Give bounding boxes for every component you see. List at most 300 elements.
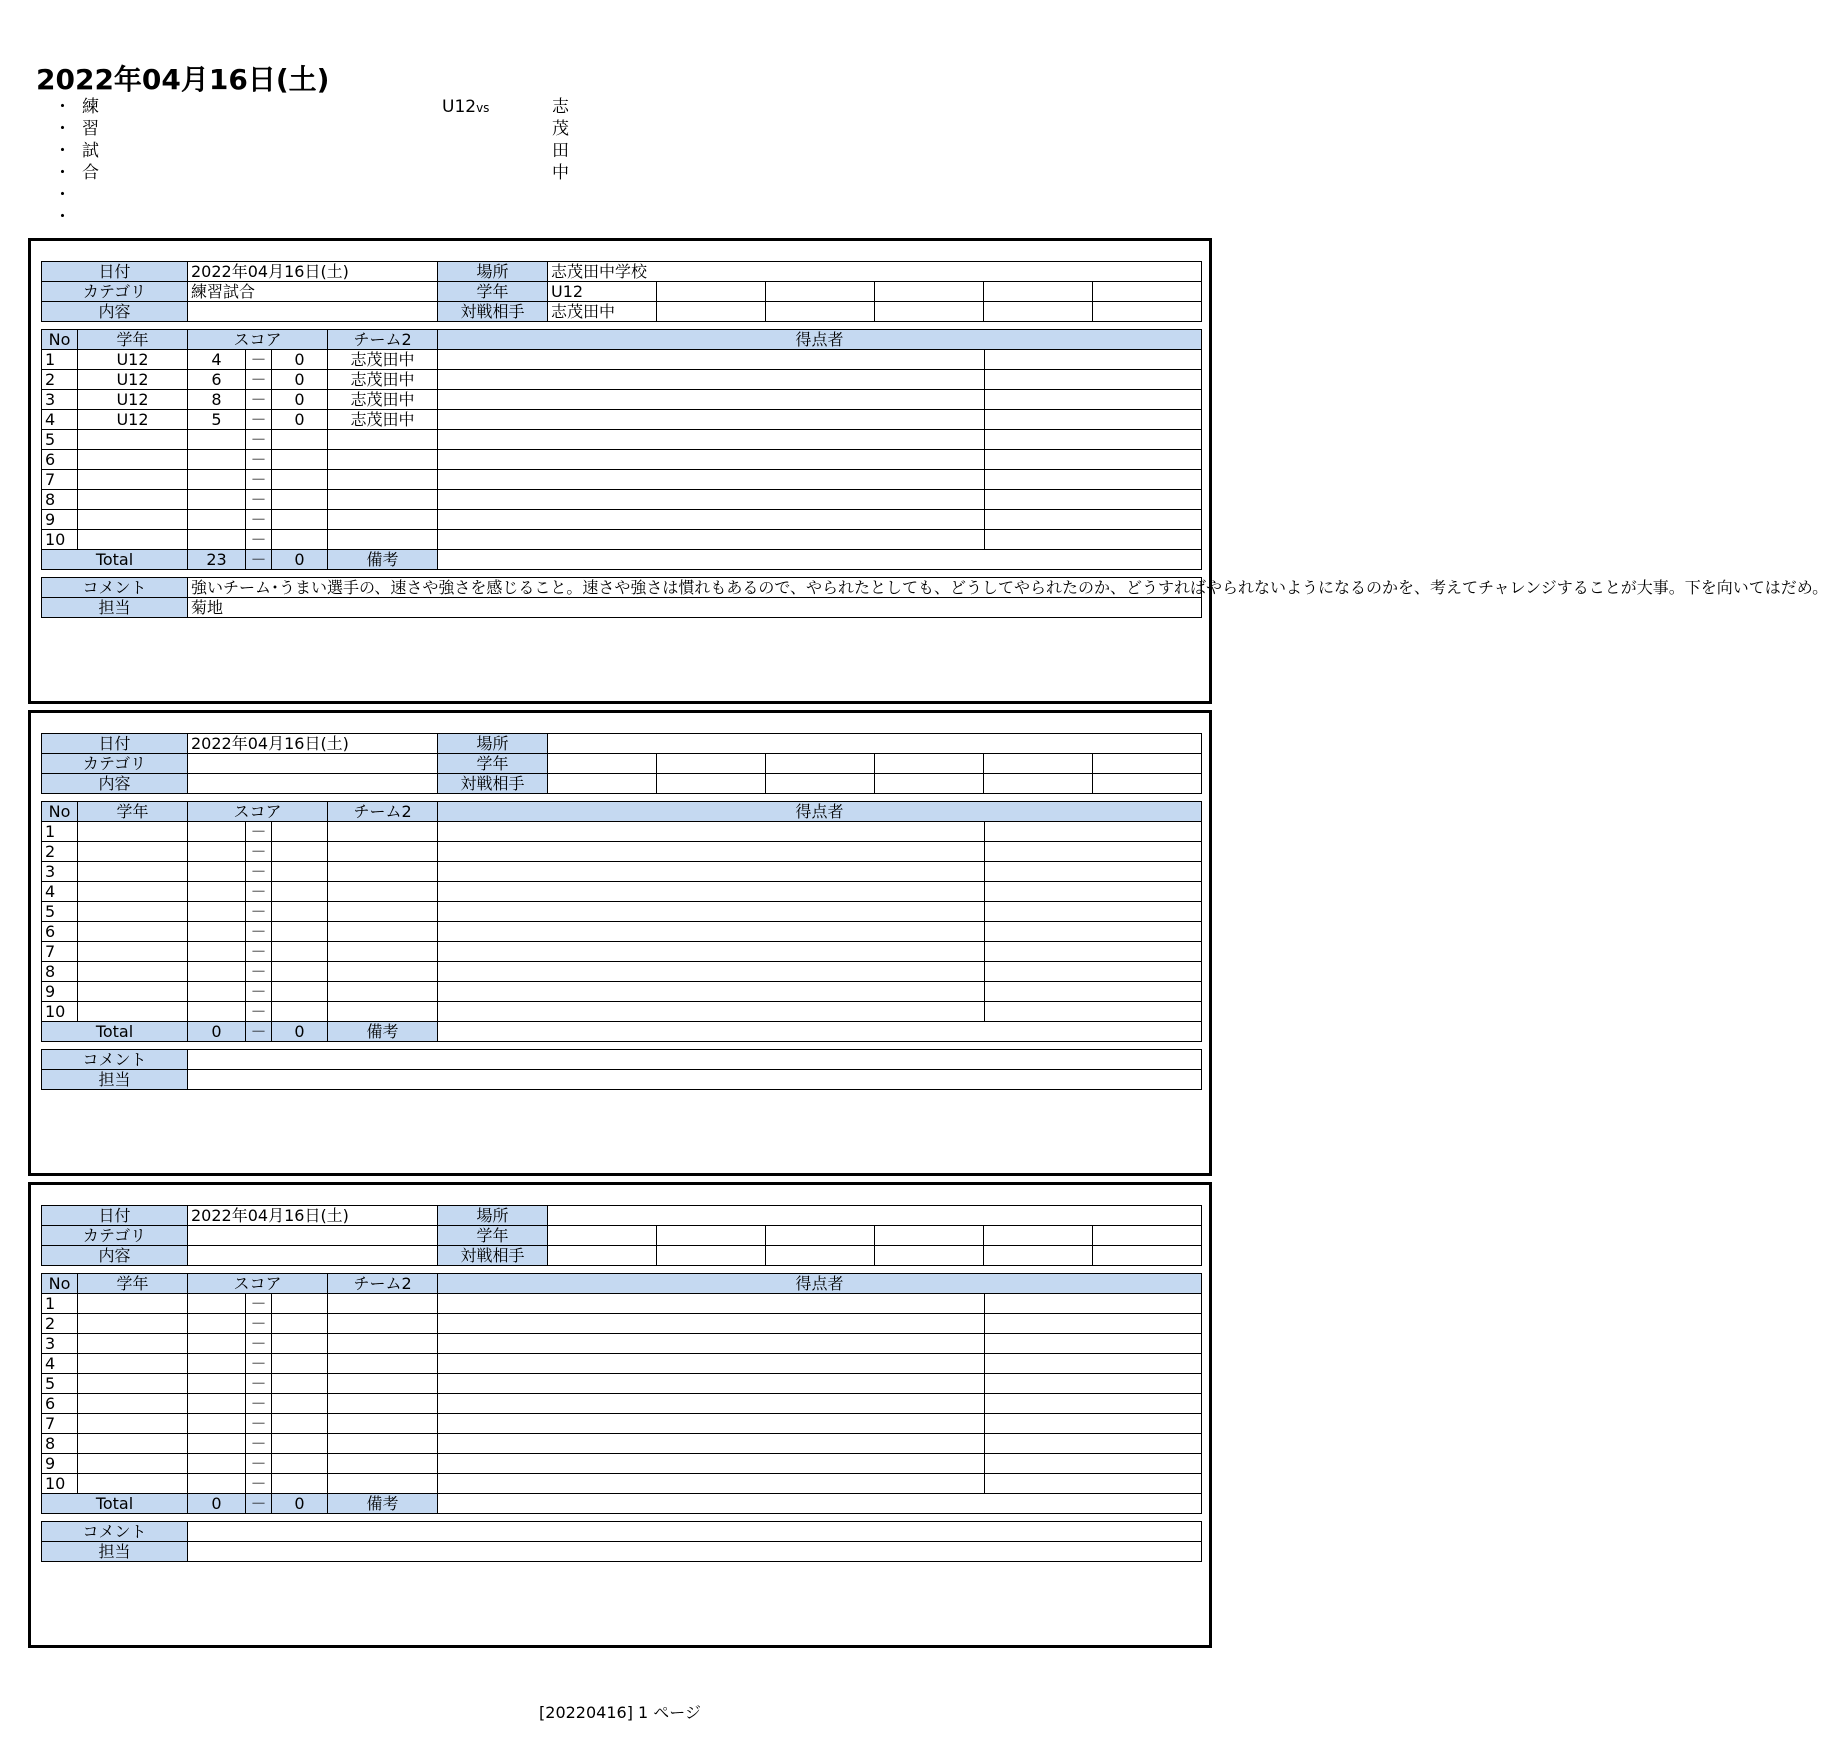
grade-extra-cell [657,1226,766,1246]
scorer-header: 得点者 [438,330,1202,350]
row-score-away [272,862,328,882]
row-score-home [188,530,246,550]
row-scorer [438,450,985,470]
row-scorer [438,430,985,450]
table-row [42,1294,1202,1314]
row-scorer [438,842,985,862]
row-no: 2 [42,842,78,862]
row-grade [78,842,188,862]
score-dash: － [246,902,272,922]
total-label: Total [42,1022,188,1042]
row-scorer [438,470,985,490]
remarks-label: 備考 [328,1494,438,1514]
row-score-away [272,450,328,470]
score-dash: － [246,942,272,962]
row-team2 [328,490,438,510]
total-home: 0 [188,1022,246,1042]
row-score-home [188,1314,246,1334]
remarks-label: 備考 [328,550,438,570]
row-team2 [328,510,438,530]
score-dash: － [246,842,272,862]
score-dash: － [246,470,272,490]
grade-extra-cell [1093,1226,1202,1246]
place-value [548,1206,1202,1226]
row-no: 10 [42,530,78,550]
row-team2 [328,1434,438,1454]
remarks-label: 備考 [328,1022,438,1042]
row-scorer [438,1414,985,1434]
grade-label: 学年 [438,1226,548,1246]
row-score-home [188,1294,246,1314]
summary-category: 練習試合 [82,97,99,183]
row-scorer-extra [985,390,1202,410]
row-score-away [272,882,328,902]
row-scorer [438,1454,985,1474]
row-no: 3 [42,390,78,410]
row-no: 4 [42,410,78,430]
no-header: No [42,1274,78,1294]
person-value [188,1542,1202,1562]
row-scorer-extra [985,862,1202,882]
match-card [28,1182,1212,1648]
table-row [42,410,1202,430]
row-no: 7 [42,1414,78,1434]
category-label: カテゴリ [42,282,188,302]
date-value: 2022年04月16日(土) [188,1206,438,1226]
page-title: 2022年04月16日(土) [36,63,330,96]
grade-extra-cell [766,754,875,774]
row-no: 5 [42,902,78,922]
content-value [188,302,438,322]
row-score-away [272,962,328,982]
score-dash: － [246,1334,272,1354]
row-grade [78,942,188,962]
row-team2 [328,470,438,490]
score-dash: － [246,1394,272,1414]
row-scorer-extra [985,1334,1202,1354]
score-header: スコア [188,330,328,350]
grade-header: 学年 [78,330,188,350]
opponent-extra-cell [984,302,1093,322]
place-value: 志茂田中学校 [548,262,1202,282]
row-no: 3 [42,862,78,882]
row-no: 8 [42,1434,78,1454]
score-dash: － [246,982,272,1002]
row-scorer-extra [985,882,1202,902]
row-score-home [188,450,246,470]
opponent-extra-cell [766,774,875,794]
grade-extra-cell [766,282,875,302]
date-label: 日付 [42,262,188,282]
row-no: 9 [42,510,78,530]
row-scorer-extra [985,470,1202,490]
row-team2 [328,1294,438,1314]
opponent-extra-cell [984,1246,1093,1266]
row-no: 5 [42,1374,78,1394]
category-label: カテゴリ [42,754,188,774]
row-score-away [272,982,328,1002]
bullet-dot: ・ [54,207,71,227]
row-grade [78,1354,188,1374]
row-score-home [188,842,246,862]
row-score-home [188,1414,246,1434]
row-scorer-extra [985,490,1202,510]
row-score-away: 0 [272,390,328,410]
row-score-home [188,1334,246,1354]
row-score-away [272,470,328,490]
match-card [28,238,1828,704]
table-row [42,922,1202,942]
row-score-away [272,510,328,530]
row-score-home [188,942,246,962]
row-scorer [438,1002,985,1022]
row-grade [78,1294,188,1314]
no-header: No [42,330,78,350]
row-score-home: 4 [188,350,246,370]
grade-extra-cell [984,1226,1093,1246]
row-no: 2 [42,370,78,390]
row-grade [78,1002,188,1022]
row-score-home [188,1354,246,1374]
table-row [42,902,1202,922]
row-team2 [328,1002,438,1022]
row-no: 7 [42,470,78,490]
row-score-home [188,962,246,982]
comment-label: コメント [42,1050,188,1070]
table-row [42,470,1202,490]
place-value [548,734,1202,754]
row-scorer-extra [985,922,1202,942]
comment-label: コメント [42,578,188,598]
row-scorer [438,862,985,882]
row-scorer-extra [985,1414,1202,1434]
table-row [42,350,1202,370]
row-no: 8 [42,962,78,982]
row-scorer-extra [985,1294,1202,1314]
row-team2: 志茂田中 [328,350,438,370]
row-team2 [328,822,438,842]
score-dash: － [246,430,272,450]
total-away: 0 [272,1494,328,1514]
table-row [42,1002,1202,1022]
table-row [42,962,1202,982]
grade-extra-cell [984,282,1093,302]
grade-label: 学年 [438,754,548,774]
row-score-away [272,1394,328,1414]
row-team2 [328,1314,438,1334]
row-grade [78,822,188,842]
row-score-home [188,862,246,882]
row-scorer [438,370,985,390]
row-score-away [272,1434,328,1454]
score-dash: － [246,1354,272,1374]
place-label: 場所 [438,262,548,282]
row-score-home: 6 [188,370,246,390]
bullet-dot: ・ [54,163,71,183]
score-dash: － [246,1474,272,1494]
comment-table [41,1521,1202,1562]
row-scorer-extra [985,1002,1202,1022]
row-scorer-extra [985,450,1202,470]
row-no: 9 [42,1454,78,1474]
remarks-value [438,550,1202,570]
row-score-away: 0 [272,370,328,390]
score-dash: － [246,390,272,410]
row-score-away: 0 [272,410,328,430]
row-no: 4 [42,1354,78,1374]
row-score-away [272,922,328,942]
opponent-label: 対戦相手 [438,302,548,322]
row-scorer [438,510,985,530]
row-score-away [272,1294,328,1314]
score-dash: － [246,1294,272,1314]
row-scorer [438,962,985,982]
row-score-home [188,1002,246,1022]
bullet-dot: ・ [54,97,71,117]
content-label: 内容 [42,774,188,794]
row-scorer [438,1434,985,1454]
summary-vs: vs [476,101,490,115]
row-score-home [188,922,246,942]
total-row [42,1022,1202,1042]
opponent-extra-cell [766,1246,875,1266]
row-team2: 志茂田中 [328,370,438,390]
row-scorer [438,490,985,510]
row-score-away [272,1454,328,1474]
place-label: 場所 [438,1206,548,1226]
score-dash: － [246,530,272,550]
category-value: 練習試合 [188,282,438,302]
row-scorer-extra [985,1354,1202,1374]
row-grade: U12 [78,370,188,390]
row-team2 [328,1454,438,1474]
row-scorer-extra [985,1314,1202,1334]
match-info-table [41,733,1202,794]
total-home: 23 [188,550,246,570]
row-grade [78,430,188,450]
row-score-away [272,1374,328,1394]
row-no: 6 [42,1394,78,1414]
row-team2 [328,1414,438,1434]
content-label: 内容 [42,302,188,322]
row-team2: 志茂田中 [328,390,438,410]
row-scorer-extra [985,1454,1202,1474]
table-row [42,1454,1202,1474]
match-card [28,710,1212,1176]
total-label: Total [42,1494,188,1514]
row-scorer-extra [985,1434,1202,1454]
grade-label: 学年 [438,282,548,302]
remarks-value [438,1494,1202,1514]
row-grade [78,1314,188,1334]
score-table [41,801,1202,1042]
total-row [42,1494,1202,1514]
comment-table [41,1049,1202,1090]
row-scorer-extra [985,410,1202,430]
table-row [42,882,1202,902]
table-row [42,430,1202,450]
no-header: No [42,802,78,822]
category-label: カテゴリ [42,1226,188,1246]
row-score-away: 0 [272,350,328,370]
row-no: 3 [42,1334,78,1354]
date-label: 日付 [42,734,188,754]
bullet-dot: ・ [54,141,71,161]
row-grade [78,922,188,942]
score-dash: － [246,822,272,842]
row-grade [78,982,188,1002]
table-row [42,1414,1202,1434]
person-value [188,1070,1202,1090]
comment-text [188,1522,1202,1542]
opponent-extra-cell [875,774,984,794]
row-team2 [328,1474,438,1494]
score-table [41,1273,1202,1514]
table-row [42,450,1202,470]
row-scorer [438,882,985,902]
row-no: 7 [42,942,78,962]
table-row [42,1474,1202,1494]
score-dash: － [246,1454,272,1474]
row-scorer [438,1314,985,1334]
row-scorer-extra [985,1474,1202,1494]
comment-label: コメント [42,1522,188,1542]
score-dash: － [246,350,272,370]
opponent-extra-cell [766,302,875,322]
row-score-home [188,430,246,450]
opponent-extra-cell [875,1246,984,1266]
table-row [42,842,1202,862]
scorer-header: 得点者 [438,1274,1202,1294]
row-scorer [438,1294,985,1314]
total-home: 0 [188,1494,246,1514]
row-score-home [188,902,246,922]
score-dash: － [246,962,272,982]
remarks-value [438,1022,1202,1042]
row-score-home [188,882,246,902]
score-dash: － [246,550,272,570]
row-scorer-extra [985,510,1202,530]
opponent-extra-cell [657,302,766,322]
grade-value: U12 [548,282,657,302]
row-grade: U12 [78,350,188,370]
score-dash: － [246,370,272,390]
score-header: スコア [188,1274,328,1294]
row-scorer-extra [985,1374,1202,1394]
person-value: 菊地 [188,598,1202,618]
row-grade [78,962,188,982]
row-team2 [328,902,438,922]
row-scorer [438,530,985,550]
row-no: 1 [42,1294,78,1314]
grade-extra-cell [657,754,766,774]
row-team2 [328,430,438,450]
grade-header: 学年 [78,802,188,822]
row-grade [78,470,188,490]
row-scorer [438,390,985,410]
table-row [42,1374,1202,1394]
row-grade [78,1434,188,1454]
team2-header: チーム2 [328,1274,438,1294]
opponent-extra-cell [1093,774,1202,794]
score-dash: － [246,490,272,510]
row-score-home [188,822,246,842]
row-score-home [188,1394,246,1414]
row-grade [78,1474,188,1494]
scorer-header: 得点者 [438,802,1202,822]
row-no: 8 [42,490,78,510]
opponent-extra-cell [984,774,1093,794]
grade-extra-cell [1093,282,1202,302]
person-label: 担当 [42,598,188,618]
table-row [42,982,1202,1002]
row-team2 [328,450,438,470]
total-away: 0 [272,550,328,570]
grade-extra-cell [875,282,984,302]
table-row [42,510,1202,530]
row-grade: U12 [78,410,188,430]
row-no: 4 [42,882,78,902]
row-no: 9 [42,982,78,1002]
content-value [188,774,438,794]
score-dash: － [246,922,272,942]
opponent-value: 志茂田中 [548,302,657,322]
row-scorer [438,1354,985,1374]
row-scorer [438,1474,985,1494]
row-no: 10 [42,1474,78,1494]
row-score-home [188,1474,246,1494]
row-scorer-extra [985,370,1202,390]
row-scorer-extra [985,530,1202,550]
category-value [188,1226,438,1246]
opponent-value [548,774,657,794]
row-no: 10 [42,1002,78,1022]
grade-extra-cell [657,282,766,302]
bullet-dot: ・ [54,119,71,139]
row-score-home [188,1374,246,1394]
row-scorer [438,902,985,922]
row-team2 [328,530,438,550]
opponent-extra-cell [875,302,984,322]
opponent-extra-cell [1093,302,1202,322]
table-row [42,1394,1202,1414]
row-grade [78,902,188,922]
score-dash: － [246,1022,272,1042]
row-team2 [328,922,438,942]
comment-table [41,577,1828,618]
row-no: 2 [42,1314,78,1334]
opponent-extra-cell [657,1246,766,1266]
row-no: 5 [42,430,78,450]
row-score-home [188,470,246,490]
score-table [41,329,1202,570]
row-team2 [328,1394,438,1414]
grade-header: 学年 [78,1274,188,1294]
match-info-table [41,261,1202,322]
row-scorer-extra [985,842,1202,862]
summary-grade: U12vs [442,97,490,117]
row-score-home: 5 [188,410,246,430]
row-scorer [438,410,985,430]
score-dash: － [246,1414,272,1434]
row-grade [78,1414,188,1434]
row-scorer-extra [985,1394,1202,1414]
row-scorer-extra [985,962,1202,982]
grade-extra-cell [1093,754,1202,774]
page-footer: [20220416] 1 ページ [539,1703,701,1722]
row-scorer-extra [985,982,1202,1002]
team2-header: チーム2 [328,330,438,350]
